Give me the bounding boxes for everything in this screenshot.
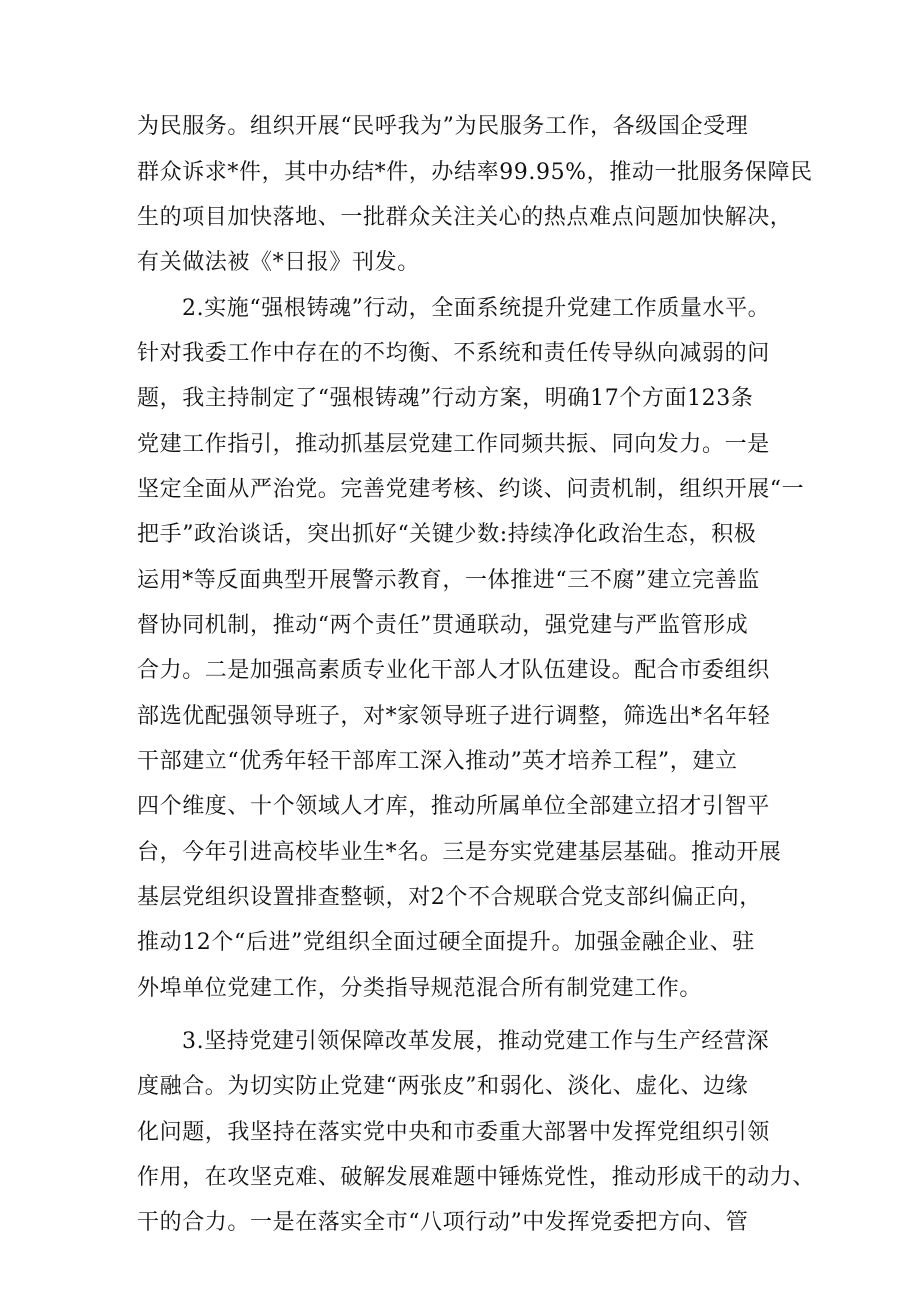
text-line: 干的合力。一是在落实全市“八项行动”中发挥党委把方向、管 [137,1210,749,1235]
text-line: 四个维度、十个领域人才库，推动所属单位全部建立招才引智平 [137,794,770,819]
paragraph-3-heading: 3.坚持党建引领保障改革发展，推动党建工作与生产经营深 [182,1029,770,1054]
text-line: 化问题，我坚持在落实党中央和市委重大部署中发挥党组织引领 [137,1120,770,1145]
text-line: 有关做法被《*日报》刊发。 [137,250,420,275]
text-line: 度融合。为切实防止党建“两张皮”和弱化、淡化、虚化、边缘 [137,1074,749,1099]
text-line: 党建工作指引，推动抓基层党建工作同频共振、同向发力。一是 [137,432,770,457]
text-line: 题，我主持制定了“强根铸魂”行动方案，明确17个方面123条 [137,386,754,411]
text-line: 生的项目加快落地、一批群众关注关心的热点难点问题加快解决， [137,205,793,230]
text-line: 群众诉求*件，其中办结*件，办结率99.95%，推动一批服务保障民 [137,160,813,185]
text-line: 运用*等反面典型开展警示教育，一体推进“三不腐”建立完善监 [137,568,760,593]
text-line: 作用，在攻坚克难、破解发展难题中锤炼党性，推动形成干的动力、 [137,1165,816,1190]
text-line: 坚定全面从严治党。完善党建考核、约谈、问责机制，组织开展“一 [137,477,805,502]
text-line: 把手”政治谈话，突出抓好“关键少数:持续净化政治生态，积极 [137,522,757,547]
paragraph-2-heading: 2.实施“强根铸魂”行动，全面系统提升党建工作质量水平。 [182,296,771,321]
text-line: 为民服务。组织开展“民呼我为”为民服务工作，各级国企受理 [137,114,749,139]
text-line: 推动12个“后进”党组织全面过硬全面提升。加强金融企业、驻 [137,930,755,955]
text-line: 督协同机制，推动“两个责任”贯通联动，强党建与严监管形成 [137,613,749,638]
text-line: 合力。二是加强高素质专业化干部人才队伍建设。配合市委组织 [137,658,770,683]
text-line: 干部建立“优秀年轻干部库工深入推动”英才培养工程”，建立 [137,749,738,774]
text-line: 外埠单位党建工作，分类指导规范混合所有制党建工作。 [137,976,703,1001]
text-line: 针对我委工作中存在的不均衡、不系统和责任传导纵向减弱的问 [137,341,770,366]
text-line: 基层党组织设置排查整顿，对2个不合规联合党支部纠偏正向， [137,885,762,910]
text-line: 台，今年引进高校毕业生*名。三是夯实党建基层基础。推动开展 [137,840,782,865]
text-line: 部选优配强领导班子，对*家领导班子进行调整，筛选出*名年轻 [137,704,771,729]
